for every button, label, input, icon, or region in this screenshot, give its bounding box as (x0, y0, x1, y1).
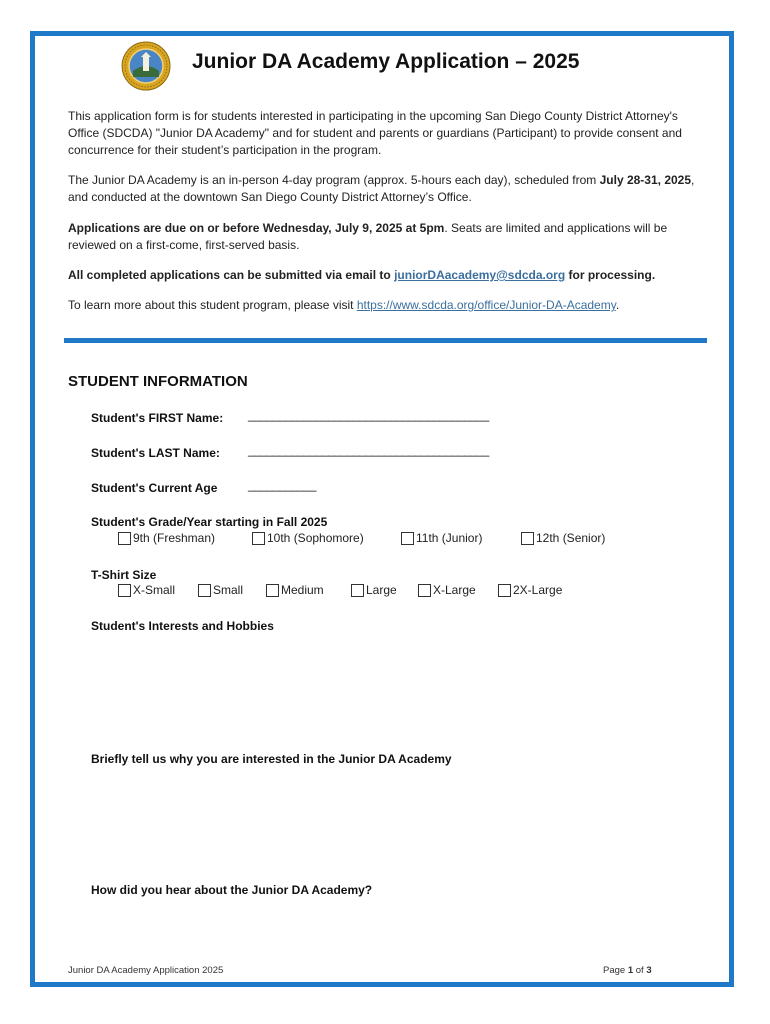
interests-label: Student's Interests and Hobbies (91, 619, 274, 633)
first-name-field[interactable]: _______________________________________ (248, 408, 489, 422)
website-link[interactable]: https://www.sdcda.org/office/Junior-DA-Academy (356, 298, 616, 312)
checkbox[interactable] (401, 532, 414, 545)
intro-paragraph-3 (68, 220, 710, 254)
p4-text-a: All completed applications can be submitted via email to (68, 268, 395, 282)
tshirt-option-small[interactable] (198, 583, 243, 597)
last-name-field[interactable]: _______________________________________ (248, 443, 489, 457)
intro-paragraph-2 (68, 172, 710, 206)
page-current: 1 (627, 965, 634, 976)
p4-text-b: for processing. (565, 268, 656, 282)
footer-title: Junior DA Academy Application 2025 (68, 965, 224, 976)
age-label: Student's Current Age (91, 481, 218, 495)
option-label: 9th (Freshman) (133, 531, 216, 545)
p2-text-a: The Junior DA Academy is an in-person 4-day program (approx. 5-hours each day), scheduled from (68, 173, 600, 187)
option-label: X-Large (433, 583, 476, 597)
section-divider (64, 338, 707, 343)
section-title: STUDENT INFORMATION (68, 373, 248, 390)
intro-paragraph-1: This application form is for students interested in participating in the upcoming San Diego County District Attorney's Office (SDCDA) "Junior DA Academy" and for student and parents or guardians (Participant) to provide consent and concurrence for their student’s participation in the program. (68, 109, 682, 157)
p5-text-a: To learn more about this student program, please visit (68, 298, 357, 312)
tshirt-option-xlarge[interactable] (418, 583, 476, 597)
page-title: Junior DA Academy Application – 2025 (192, 50, 580, 73)
tshirt-option-xsmall[interactable] (118, 583, 175, 597)
option-label: 12th (Senior) (536, 531, 606, 545)
option-label: 11th (Junior) (416, 531, 483, 545)
checkbox[interactable] (521, 532, 534, 545)
intro-paragraph-4 (68, 267, 710, 284)
grade-option-freshman[interactable] (118, 531, 215, 545)
p2-text-c: , and conducted at the downtown San Diego County District Attorney’s Office. (68, 173, 695, 204)
option-label: Large (366, 583, 397, 597)
checkbox[interactable] (118, 532, 131, 545)
checkbox[interactable] (266, 584, 279, 597)
option-label: X-Small (133, 583, 176, 597)
grade-label: Student's Grade/Year starting in Fall 2025 (91, 515, 328, 529)
tshirt-option-2xlarge[interactable] (498, 583, 562, 597)
age-field[interactable]: ___________ (248, 478, 316, 492)
option-label: Small (213, 583, 244, 597)
checkbox[interactable] (198, 584, 211, 597)
last-name-label: Student's LAST Name: (91, 446, 220, 460)
tshirt-label: T-Shirt Size (91, 568, 157, 582)
page-number (603, 965, 652, 976)
checkbox[interactable] (252, 532, 265, 545)
program-dates: July 28-31, 2025 (599, 173, 692, 187)
tshirt-option-medium[interactable] (266, 583, 324, 597)
option-label: 10th (Sophomore) (267, 531, 364, 545)
checkbox[interactable] (118, 584, 131, 597)
grade-option-junior[interactable] (401, 531, 482, 545)
first-name-label: Student's FIRST Name: (91, 411, 224, 425)
grade-option-sophomore[interactable] (252, 531, 364, 545)
tshirt-option-large[interactable] (351, 583, 397, 597)
how-heard-label: How did you hear about the Junior DA Academy? (91, 883, 373, 897)
why-interested-label: Briefly tell us why you are interested in the Junior DA Academy (91, 752, 452, 766)
of-word: of (633, 965, 647, 976)
option-label: Medium (281, 583, 324, 597)
p5-text-b: . (615, 298, 620, 312)
option-label: 2X-Large (513, 583, 563, 597)
checkbox[interactable] (418, 584, 431, 597)
checkbox[interactable] (351, 584, 364, 597)
deadline-text: Applications are due on or before Wednesday, July 9, 2025 at 5pm (68, 221, 445, 235)
p3-text-b: . Seats are limited and applications will be reviewed on a first-come, first-served basis. (68, 221, 668, 252)
page-total: 3 (646, 965, 652, 976)
grade-option-senior[interactable] (521, 531, 605, 545)
email-link[interactable]: juniorDAacademy@sdcda.org (394, 268, 566, 282)
intro-paragraph-5 (68, 297, 710, 314)
county-seal-logo (121, 41, 171, 91)
page-word: Page (603, 965, 628, 976)
checkbox[interactable] (498, 584, 511, 597)
